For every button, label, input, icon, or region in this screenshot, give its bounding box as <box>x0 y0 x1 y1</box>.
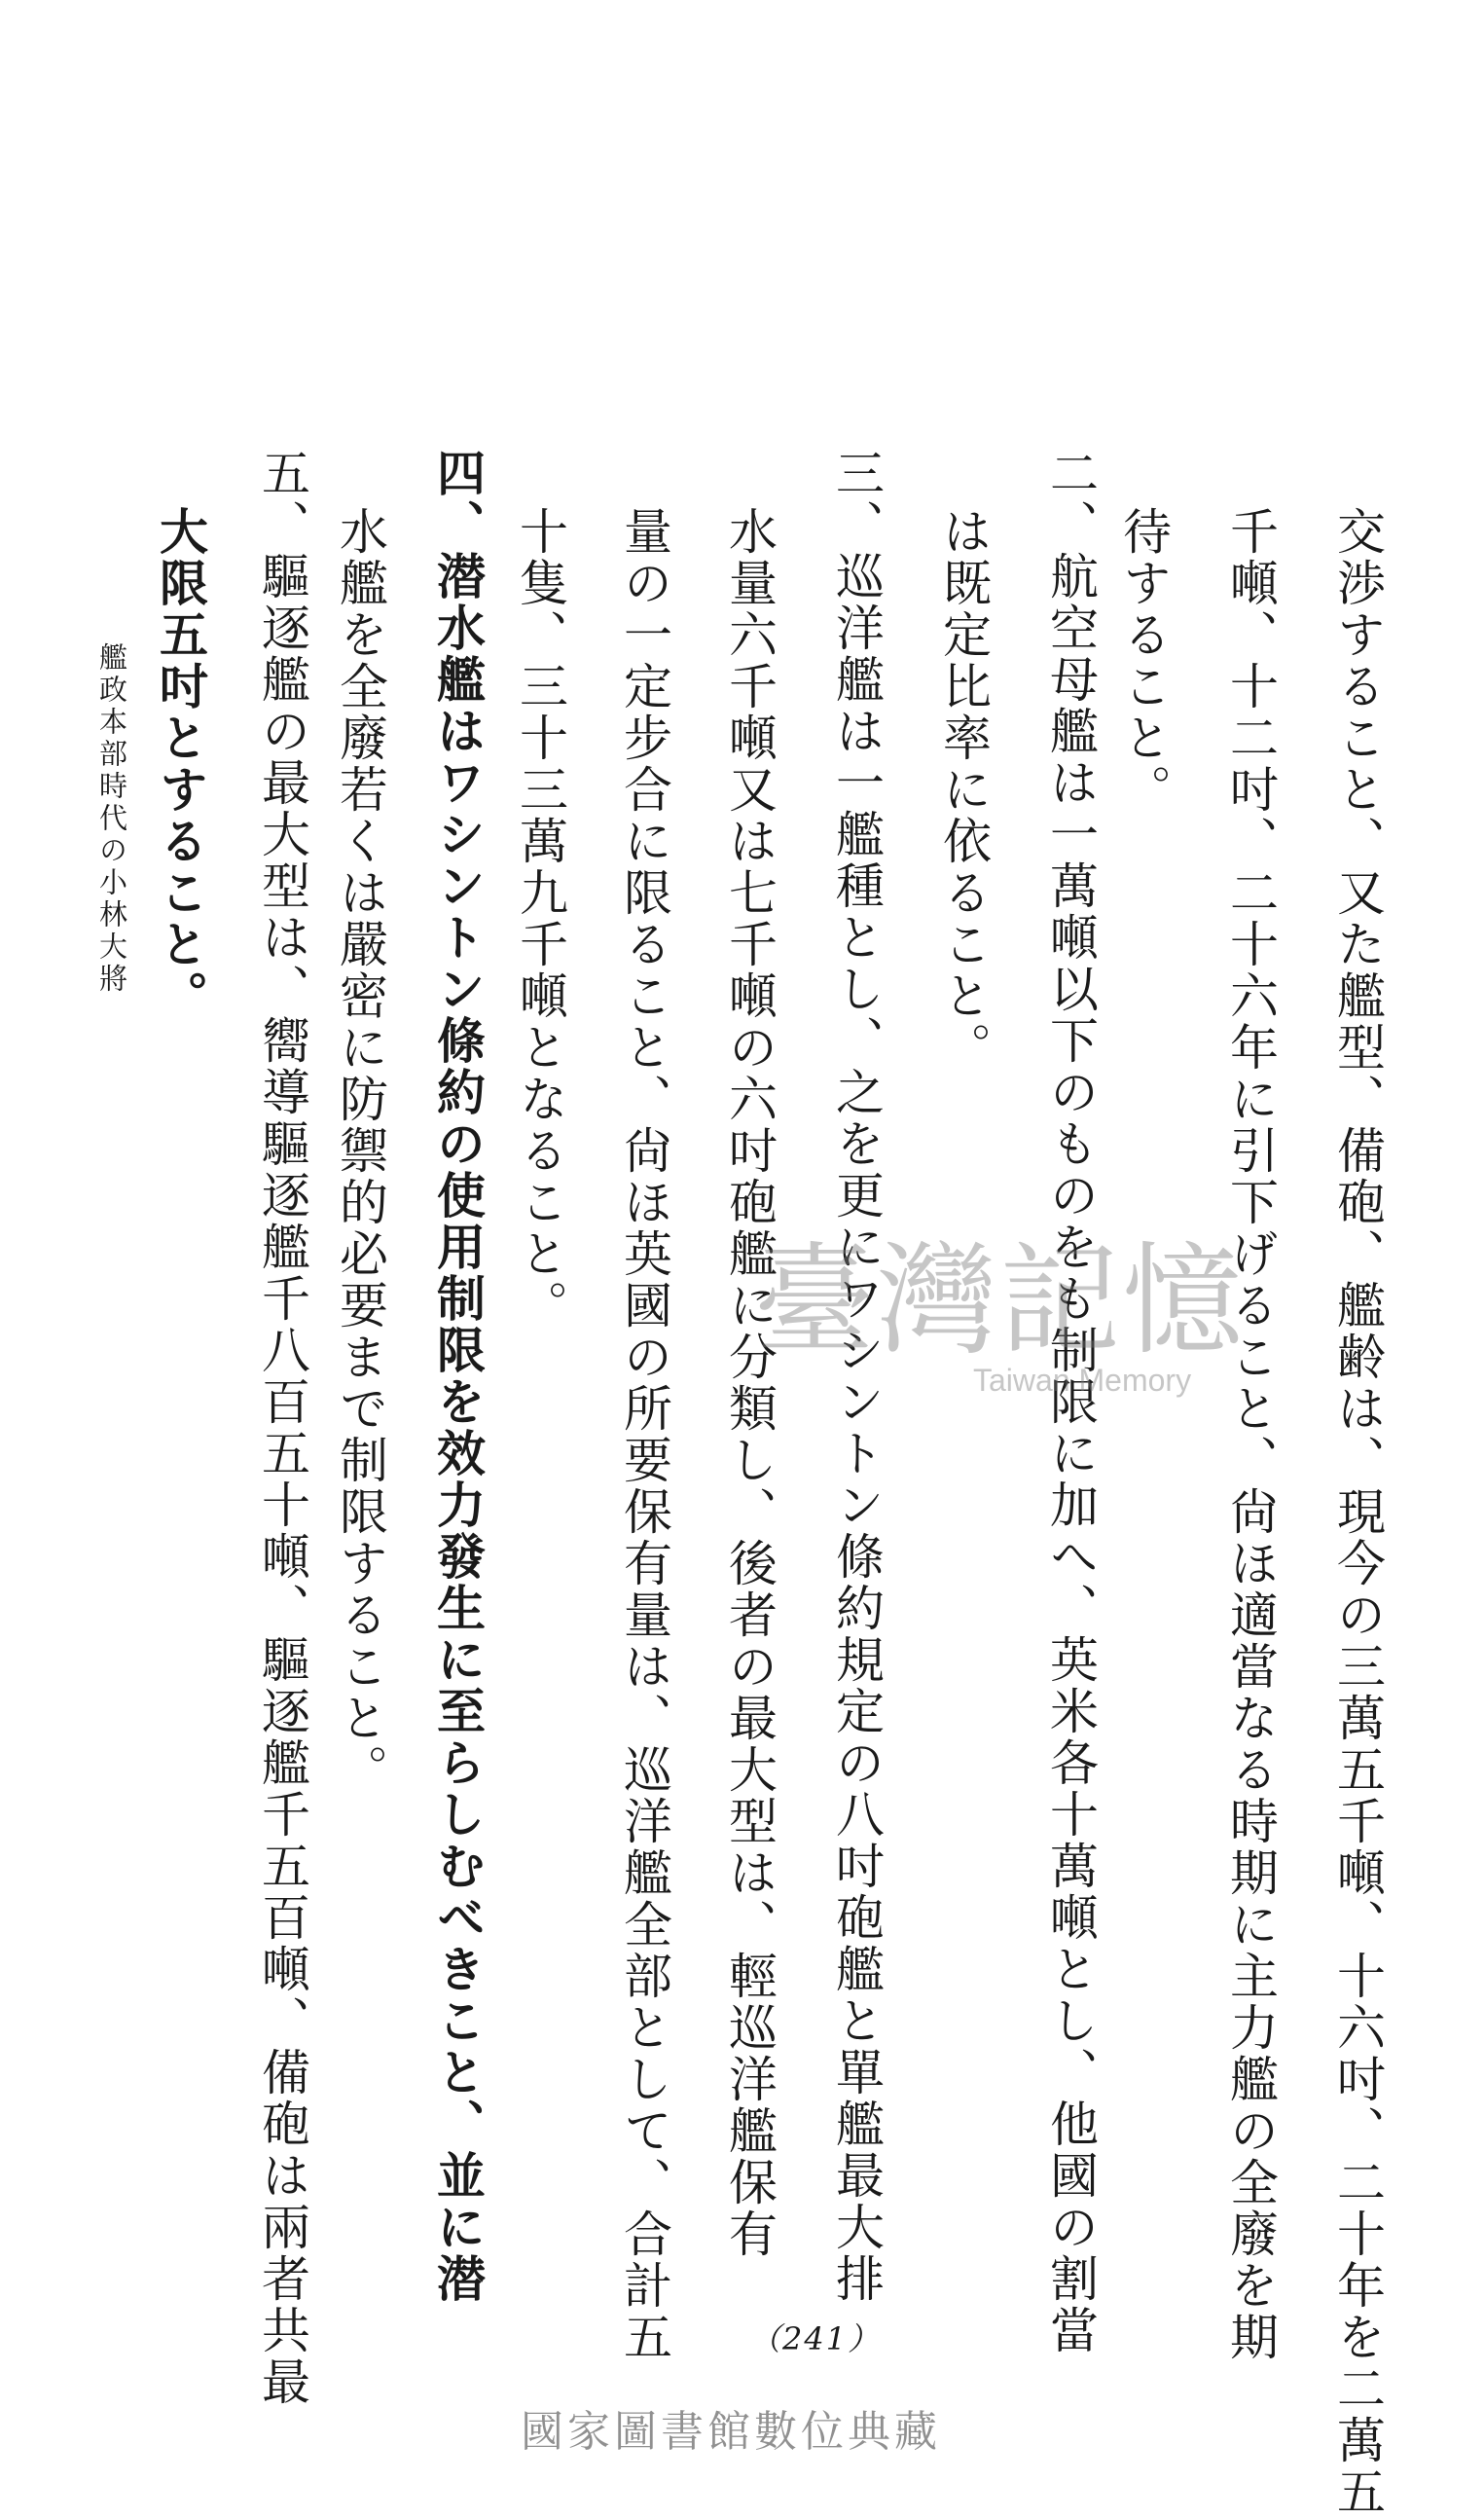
text-column-5: は既定比率に依ること。 <box>935 506 992 1074</box>
running-header: 艦政本部時代の小林大將 <box>95 642 128 996</box>
watermark-logo <box>754 1231 1299 1402</box>
text-column-1: 交渉すること、又た艦型、備砲、艦齢は、現今の三萬五千噸、十六吋、二十年を二萬五 <box>1329 506 1386 2518</box>
text-column-9: 十隻、三十三萬九千噸となること。 <box>512 506 568 1332</box>
text-column-8: 量の一定步合に限ること、尙ほ英國の所要保有量は、巡洋艦全部として、合計五 <box>616 506 672 2363</box>
text-column-4: 二、航空母艦は一萬噸以下のものをも制限に加へ、英米各十萬噸とし、他國の割當 <box>1042 448 1099 2356</box>
text-column-6: 三、巡洋艦は一艦種とし、之を更にワシントン條約規定の八吋砲艦と單艦最大排 <box>828 448 885 2305</box>
watermark-subtitle: Taiwan Memory <box>973 1363 1192 1398</box>
text-column-13: 大限五吋とすること。 <box>152 506 209 1022</box>
watermark-chars: 臺灣記憶 <box>754 1231 1246 1371</box>
text-column-12: 五、驅逐艦の最大型は、嚮導驅逐艦千八百五十噸、驅逐艦千五百噸、備砲は兩者共最 <box>254 448 310 2408</box>
text-column-7: 水量六千噸又は七千噸の六吋砲艦に分類し、後者の最大型は、輕巡洋艦保有 <box>721 506 778 2260</box>
text-column-3: 待すること。 <box>1115 506 1172 816</box>
text-column-10: 四、潜水艦はワシントン條約の使用制限を效力發生に至らしむべきこと、並に潜 <box>429 448 487 2305</box>
text-column-2: 千噸、十二吋、二十六年に引下げること、尙ほ適當なる時期に主力艦の全廢を期 <box>1222 506 1279 2363</box>
text-column-11: 水艦を全廢若くは嚴密に防禦的必要まで制限すること。 <box>332 506 388 1796</box>
page-number: （241） <box>749 2320 882 2357</box>
footer-credit: 國家圖書館數位典藏 <box>521 2407 941 2457</box>
